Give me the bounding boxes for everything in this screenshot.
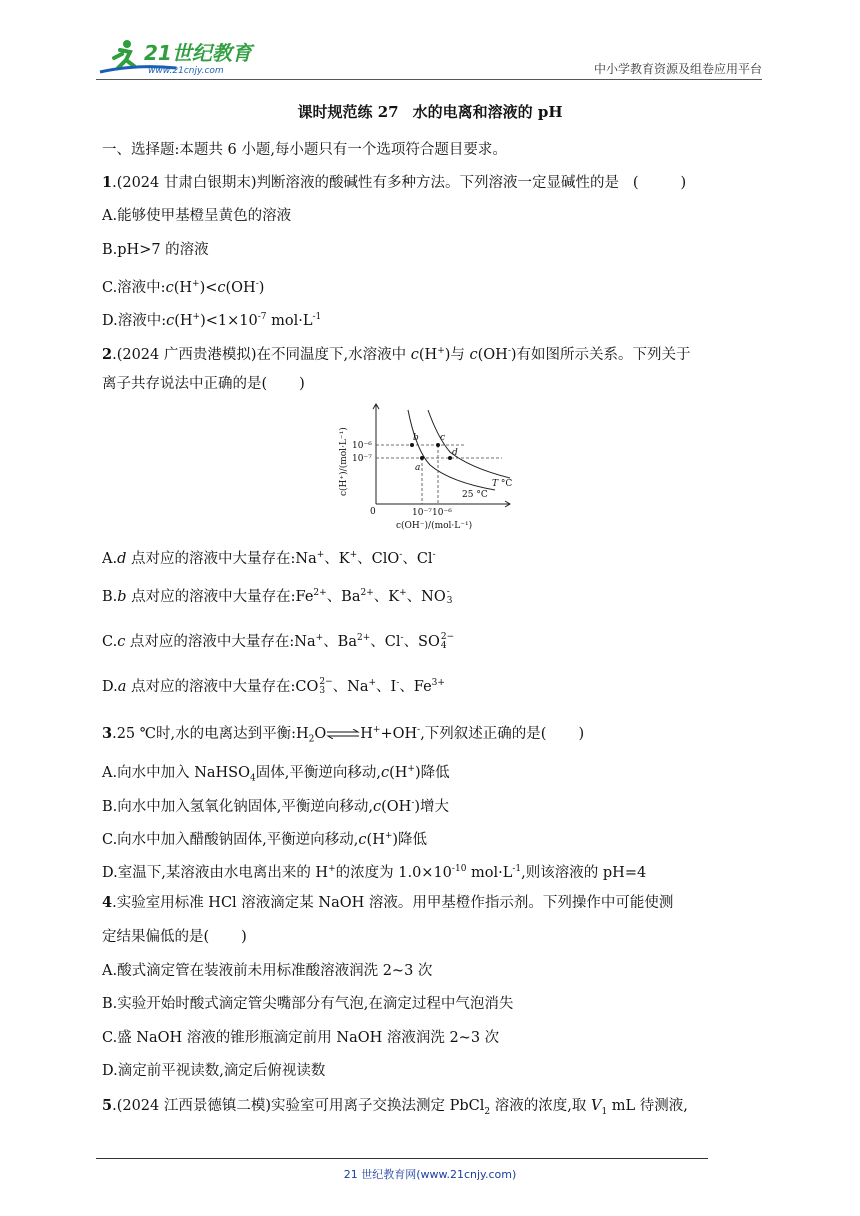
y-tick-1: 10⁻⁶ (352, 441, 372, 451)
footer-divider (96, 1158, 708, 1159)
x-tick-2: 10⁻⁶ (432, 508, 452, 518)
question-3-stem: 3.25 ℃时,水的电离达到平衡$:H_2O$ H++OH-,下列叙述正确的是( ) (102, 724, 585, 745)
header-divider (96, 79, 762, 80)
point-a (420, 456, 424, 460)
logo-text: 21世纪教育 (144, 41, 252, 65)
ion-product-figure (330, 400, 530, 536)
x-tick-1: 10⁻⁷ (412, 508, 432, 518)
page-title: 课时规范练 27 水的电离和溶液的 pH (297, 103, 563, 121)
question-5-stem: 5.(2024 江西景德镇二模)实验室可用离子交换法测定 PbCl$_2$ 溶液的浓度,取 $V_1$ mL 待测液, (102, 1097, 688, 1117)
label-b: b (413, 433, 419, 443)
site-logo (96, 38, 256, 78)
q3-option-c: C.向水中加入醋酸钠固体,平衡逆向移动,c(H+)降低 (102, 831, 428, 848)
question-1-stem: 1.(2024 甘肃白银期末)判断溶液的酸碱性有多种方法。下列溶液一定显碱性的是 ( ) (102, 174, 687, 191)
equilibrium-arrow-icon (326, 729, 360, 739)
curve-t (428, 410, 510, 478)
question-2-stem: 2.(2024 广西贵港模拟)在不同温度下,水溶液中 c(H+)与 c(OH-)有如图所示关系。下列关于 (102, 345, 691, 363)
x-axis-label: c(OH⁻)/(mol·L⁻¹) (396, 521, 473, 531)
origin-label: 0 (370, 507, 376, 517)
q4-option-b: B.实验开始时酸式滴定管尖嘴部分有气泡,在滴定过程中气泡消失 (102, 996, 514, 1012)
section-heading: 一、选择题:本题共 6 小题,每小题只有一个选项符合题目要求。 (102, 142, 507, 158)
label-d: d (452, 448, 458, 458)
q4-option-a: A.酸式滴定管在装液前未用标准酸溶液润洗 2~3 次 (102, 963, 433, 979)
q2-option-b: B.b 点对应的溶液中大量存在$:Fe^{2+}$、$Ba^{2+}$、K+、NO - 3 (102, 586, 453, 606)
header-subtitle: 中小学教育资源及组卷应用平台 (593, 62, 762, 76)
q1-option-c: C.溶液中:c(H+)<c(OH-) (102, 279, 265, 296)
question-4-stem-line2: 定结果偏低的是( ) (102, 929, 247, 945)
point-c (436, 443, 440, 447)
q2-option-c: C.c 点对应的溶液中大量存在:Na+、$Ba^{2+}$、Cl-、SO 2− 4 (102, 631, 455, 651)
q1-option-d: D.溶液中$:c(H^+)<1\times 10^{-7}$ $mol\cdot L^{-1}$ (102, 312, 322, 329)
q2-option-d: D.a 点对应的溶液中大量存在:CO 2− 3 、Na+、I-、$Fe^{3+}$ (102, 676, 445, 696)
q4-option-d: D.滴定前平视读数,滴定后俯视读数 (102, 1063, 326, 1079)
q3-option-d: D.室温下,某溶液由水电离出来的 H+的浓度为 $1.0\times 10^{-10}$ $mol\cdot L^{-1}$,则该溶液的 pH=4 (102, 864, 647, 881)
question-4-stem: 4.实验室用标准 HCl 溶液滴定某 NaOH 溶液。用甲基橙作指示剂。下列操作中可能使测 (102, 894, 674, 911)
q3-option-a: A.向水中加入 NaHSO$_4$固体,平衡逆向移动,c(H+)降低 (102, 764, 450, 784)
q2-option-a: A.d 点对应的溶液中大量存在:Na+、K+、ClO-、Cl- (102, 550, 436, 567)
question-2-stem-line2: 离子共存说法中正确的是( ) (102, 376, 305, 392)
label-c: c (440, 433, 446, 443)
label-a: a (415, 463, 421, 473)
label-25c: 25 °C (462, 490, 488, 500)
y-axis-label: c(H⁺)/(mol·L⁻¹) (339, 427, 349, 496)
q1-option-b: B.pH>7 的溶液 (102, 242, 209, 258)
y-tick-2: 10⁻⁷ (352, 454, 372, 464)
q1-option-a: A.能够使甲基橙呈黄色的溶液 (102, 208, 292, 224)
label-t: T °C (492, 479, 513, 489)
logo-url: www.21cnjy.com (148, 66, 224, 76)
point-b (410, 443, 414, 447)
q4-option-c: C.盛 NaOH 溶液的锥形瓶滴定前用 NaOH 溶液润洗 2~3 次 (102, 1030, 500, 1046)
q3-option-b: B.向水中加入氢氧化钠固体,平衡逆向移动,c(OH-)增大 (102, 798, 450, 815)
footer-link[interactable]: 21 世纪教育网(www.21cnjy.com) (343, 1168, 517, 1181)
